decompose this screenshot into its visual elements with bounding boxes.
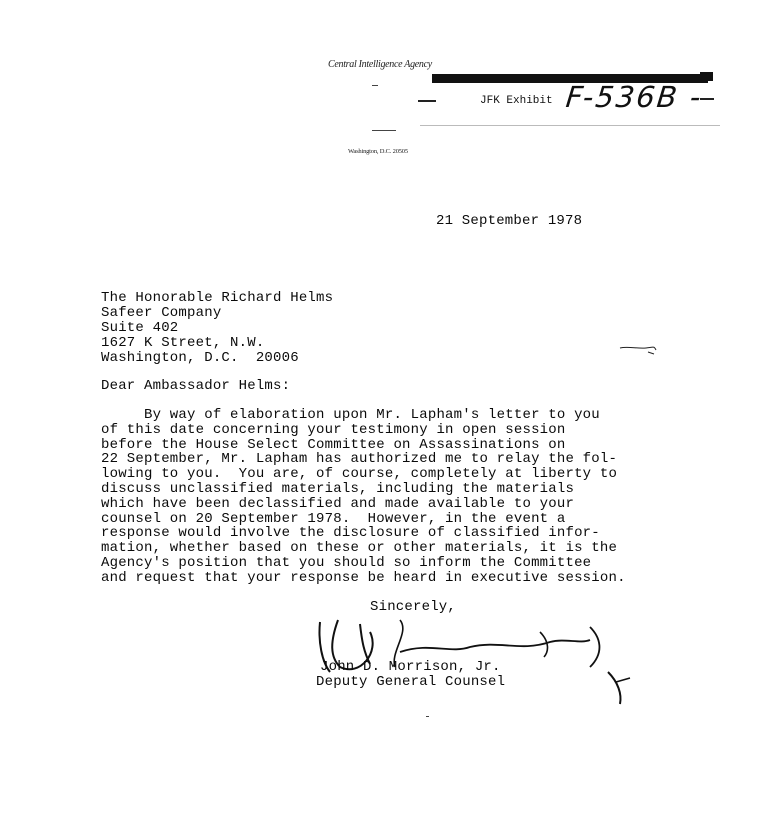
exhibit-number: F-536B - xyxy=(564,80,705,114)
body-line: response would involve the disclosure of classified infor- xyxy=(101,525,600,542)
letter-date: 21 September 1978 xyxy=(436,213,583,229)
body-line: which have been declassified and made available to your xyxy=(101,495,575,512)
body-line: Agency's position that you should so inform the Committee xyxy=(101,554,592,571)
salutation: Dear Ambassador Helms: xyxy=(101,378,291,394)
address-block xyxy=(101,291,333,366)
address-line: Suite 402 xyxy=(101,320,179,336)
scan-speck xyxy=(426,716,429,717)
scan-speck xyxy=(372,130,396,131)
address-line: 1627 K Street, N.W. xyxy=(101,335,265,351)
address-line: Safeer Company xyxy=(101,305,222,321)
body-line: of this date concerning your testimony in open session xyxy=(101,421,566,438)
body-line: and request that your response be heard in executive session. xyxy=(101,569,626,586)
body-line: before the House Select Committee on Assassinations on xyxy=(101,436,566,453)
letter-body xyxy=(101,408,626,586)
body-line: By way of elaboration upon Mr. Lapham's letter to you xyxy=(101,407,600,423)
agency-name: Central Intelligence Agency xyxy=(328,59,432,70)
scan-speck xyxy=(420,125,720,126)
body-line: discuss unclassified materials, including the materials xyxy=(101,480,575,497)
signer-title: Deputy General Counsel xyxy=(316,674,506,690)
pen-mark xyxy=(618,340,658,358)
address-line: Washington, D.C. 20006 xyxy=(101,350,299,366)
closing: Sincerely, xyxy=(370,599,457,615)
redaction-dash xyxy=(418,100,436,102)
body-line: counsel on 20 September 1978. However, in the event a xyxy=(101,510,566,527)
scan-speck xyxy=(372,85,378,86)
signer-name: John D. Morrison, Jr. xyxy=(320,659,501,675)
address-line: The Honorable Richard Helms xyxy=(101,290,334,306)
body-line: 22 September, Mr. Lapham has authorized me to relay the fol- xyxy=(101,451,618,468)
agency-city: Washington, D.C. 20505 xyxy=(348,148,408,155)
body-line: lowing to you. You are, of course, completely at liberty to xyxy=(101,466,618,483)
body-line: mation, whether based on these or other materials, it is the xyxy=(101,540,618,557)
exhibit-label: JFK Exhibit xyxy=(480,95,553,107)
